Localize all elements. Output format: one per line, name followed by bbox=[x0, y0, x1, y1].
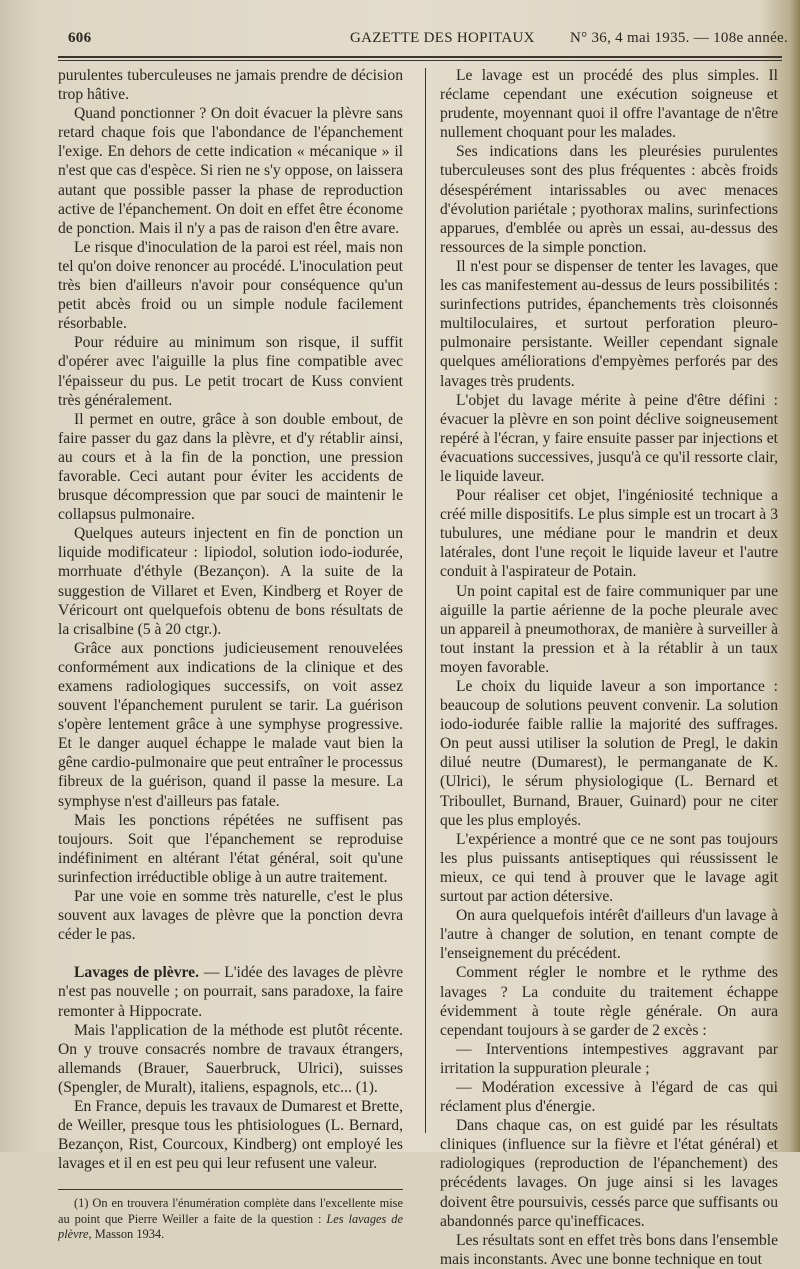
paragraph: Grâce aux ponctions judicieusement renouvelées conformément aux indications de la clinique et des examens radiologiques successifs, on voit assez souvent l'épanchement purulent se tarir. La guérison s'opère lentement grâce à une symphyse progressive. Et le danger auquel échappe le malade vaut bien la gêne cardio-pulmonaire que peut entraîner le processus fibreux de la guérison, quand il passe la mesure. La symphyse n'est d'ailleurs pas fatale. bbox=[58, 639, 403, 810]
paragraph: Il permet en outre, grâce à son double embout, de faire passer du gaz dans la plèvre, et d'y rétablir ainsi, au cours et à la fin de la ponction, une pression favorable. Ceci autant pour éviter les accidents de brusque décompression que par souci de maintenir le collapsus pulmonaire. bbox=[58, 410, 403, 524]
paragraph: Mais l'application de la méthode est plutôt récente. On y trouve consacrés nombre de travaux étrangers, allemands (Brauer, Sauerbruck, Ulrici), suisses (Spengler, de Muralt), italiens, espagnols, etc... (1). bbox=[58, 1021, 403, 1096]
subsection-text: — L'idée des lavages de plèvre n'est pas nouvelle ; on pourrait, sans paradoxe, la faire remonter à Hippocrate. bbox=[58, 964, 403, 1020]
paragraph: L'expérience a montré que ce ne sont pas toujours les plus puissants antiseptiques qui réussissent le mieux, ce qui tend à prouver que le lavage agit surtout par action détersive. bbox=[440, 830, 778, 906]
footnote-text: On en trouvera l'énumération complète dans l'excellente mise au point que Pierre Weiller a faite de la question : bbox=[58, 1196, 403, 1226]
paragraph: Le risque d'inoculation de la paroi est réel, mais non tel qu'on doive renoncer au procédé. L'inoculation peut très bien d'ailleurs n'avoir pour conséquence qu'un petit abcès froid ou un simple nodule facilement résorbable. bbox=[58, 238, 403, 333]
paragraph: Il n'est pour se dispenser de tenter les lavages, que les cas manifestement au-dessus de leurs possibilités : surinfections putrides, épanchements très cloisonnés multiloculaires, et surtout perforation pleuro-pulmonaire persistante. Weiller cependant signale quelques améliorations d'empyèmes perforés par des lavages très prudents. bbox=[440, 257, 778, 390]
paragraph: Ses indications dans les pleurésies purulentes tuberculeuses sont des plus fréquentes : abcès froids désespérément intarissables ou avec menaces d'évolution pariétale ; pyothorax malins, surinfections apparues, d'emblée ou après un essai, au-dessus des ressources de la simple ponction. bbox=[440, 143, 778, 256]
footnote-citation: Les lavages de plèvre bbox=[58, 1211, 403, 1242]
footnote bbox=[58, 1196, 403, 1243]
paragraph: Pour réaliser cet objet, l'ingéniosité technique a créé mille dispositifs. Le plus simple est un trocart à 3 tubulures, une médiane pour le mandrin et deux latérales, dont l'une reçoit le liquide laveur et l'autre conduit à l'aspirateur de Potain. bbox=[440, 487, 778, 581]
paragraph: Les résultats sont en effet très bons dans l'ensemble mais inconstants. Avec une bonne technique en tout bbox=[440, 1231, 778, 1268]
paragraph: purulentes tuberculeuses ne jamais prendre de décision trop hâtive. bbox=[58, 67, 403, 104]
subsection-paragraph bbox=[58, 963, 403, 1020]
issue-info: N° 36, 4 mai 1935. — 108e année. bbox=[570, 30, 789, 46]
column-divider bbox=[425, 68, 426, 1133]
paragraph: L'objet du lavage mérite à peine d'être défini : évacuer la plèvre en son point déclive soigneusement repéré à l'écran, y faire ensuite passer par injections et évacuations successives, jusqu'à ce qu'il ressorte clair, le liquide laveur. bbox=[440, 391, 778, 485]
subsection-heading: Lavages de plèvre. bbox=[74, 964, 199, 982]
footnote-after: , Masson 1934. bbox=[88, 1227, 165, 1242]
paragraph: — Modération excessive à l'égard de cas qui réclament plus d'énergie. bbox=[440, 1078, 778, 1116]
paragraph: Quand ponctionner ? On doit évacuer la plèvre sans retard chaque fois que l'abondance de l'épanchement l'exige. En dehors de cette indication « mécanique » il n'est que cas d'espèce. Si rien ne s'y oppose, on laissera autant que possible passer la phase de reproduction active de l'épanchement. On doit en effet être économe de ponction. Mais il n'y a pas de raison d'en être avare. bbox=[58, 105, 403, 237]
paragraph: — Interventions intempestives aggravant par irritation la suppuration pleurale ; bbox=[440, 1040, 778, 1077]
paragraph: Le choix du liquide laveur a son importance : beaucoup de solutions peuvent convenir. La solution iodo-iodurée faible rallie la majorité des suffrages. On peut aussi utiliser la solution de Pregl, le dakin dilué neutre (Dumarest), le permanganate de K. (Ulrici), le sérum physiologique (L. Bernard et Triboullet, Burnand, Brauer, Guinard) pour ne citer que les plus employés. bbox=[440, 678, 778, 829]
page-header bbox=[58, 28, 789, 58]
page-number: 606 bbox=[68, 30, 92, 46]
paragraph: Quelques auteurs injectent en fin de ponction un liquide modificateur : lipiodol, solution iodo-iodurée, morrhuate d'éthyle (Bezançon). A la suite de la suggestion de Villaret et Even, Kindberg et Royer de Véricourt ont quelquefois obtenu de bons résultats de la crisalbine (5 à 20 ctgr.). bbox=[58, 525, 403, 638]
paragraph: Dans chaque cas, on est guidé par les résultats cliniques (influence sur la fièvre et l'état général) et radiologiques (reproduction de l'épanchement) des précédents lavages. On juge ainsi si les lavages doivent être poursuivis, cessés parce que suffisants ou abandonnés parce qu'inefficaces. bbox=[440, 1117, 778, 1230]
paragraph: Pour réduire au minimum son risque, il suffit d'opérer avec l'aiguille la plus fine compatible avec l'épaisseur du pus. Le petit trocart de Kuss convient très généralement. bbox=[58, 334, 403, 409]
paragraph: On aura quelquefois intérêt d'ailleurs d'un lavage à l'autre à changer de solution, en tenant compte de l'enseignement du précédent. bbox=[440, 907, 778, 963]
header-rule-thin bbox=[58, 60, 782, 61]
journal-title: GAZETTE DES HOPITAUX bbox=[350, 30, 535, 46]
footnote-rule bbox=[58, 1189, 403, 1190]
footnote-marker: (1) bbox=[74, 1196, 89, 1211]
paragraph: Le lavage est un procédé des plus simples. Il réclame cependant une exécution soigneuse et prudente, moyennant quoi il offre l'avantage de n'être nullement choquant pour les malades. bbox=[440, 67, 778, 142]
paragraph: Un point capital est de faire communiquer par une aiguille la partie aérienne de la poche pleurale avec un appareil à pneumothorax, de manière à surveiller à tout instant la pression et à la rétablir à un taux moyen favorable. bbox=[440, 582, 778, 676]
right-column bbox=[440, 66, 778, 1269]
paragraph: Comment régler le nombre et le rythme des lavages ? La conduite du traitement échappe évidemment à toute règle générale. On aura cependant toujours à se garder de 2 excès : bbox=[440, 964, 778, 1039]
paragraph: En France, depuis les travaux de Dumarest et Brette, de Weiller, presque tous les phtisiologues (L. Bernard, Bezançon, Rist, Courcoux, Kindberg) ont employé les lavages et il en est peu qui leur refusent une valeur. bbox=[58, 1097, 403, 1173]
paragraph: Mais les ponctions répétées ne suffisent pas toujours. Soit que l'épanchement se reproduise indéfiniment en altérant l'état général, soit qu'une surinfection irréductible oblige à un autre traitement. bbox=[58, 811, 403, 886]
paragraph: Par une voie en somme très naturelle, c'est le plus souvent aux lavages de plèvre que la ponction devra céder le pas. bbox=[58, 888, 403, 944]
header-rule bbox=[58, 56, 782, 58]
left-column bbox=[58, 66, 403, 1243]
